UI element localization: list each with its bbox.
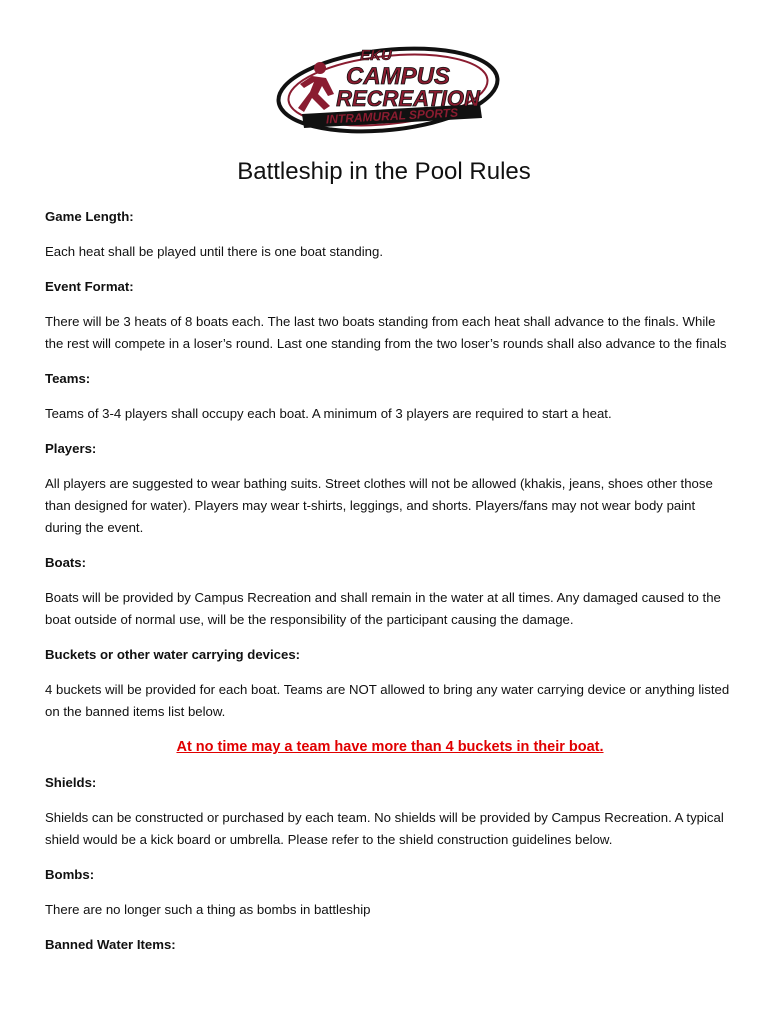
section-paragraph: Each heat shall be played until there is one boat standing. (45, 244, 383, 259)
bucket-limit-notice: At no time may a team have more than 4 buckets in their boat. (176, 739, 604, 755)
section-paragraph: There will be 3 heats of 8 boats each. The last two boats standing from each heat shall advance to the finals. While the rest will compete in a loser’s round. Last one standing from the two loser’s rounds shall also advance to the finals (45, 314, 727, 351)
section-paragraph: Shields can be constructed or purchased by each team. No shields will be provided by Campus Recreation. A typical shield would be a kick board or umbrella. Please refer to the shield construction guidelines below. (45, 810, 724, 847)
section-heading: Bombs: (45, 867, 95, 882)
logo-line1: CAMPUS (345, 63, 451, 90)
section-paragraph: 4 buckets will be provided for each boat. Teams are NOT allowed to bring any water carrying device or anything listed on the banned items list below. (45, 682, 730, 719)
logo-line2: RECREATION (336, 86, 480, 111)
campus-recreation-logo (268, 42, 502, 138)
logo-top-text: EKU (360, 47, 392, 64)
section-paragraph: Boats will be provided by Campus Recreation and shall remain in the water at all times. Any damaged caused to the boat outside of normal use, will be the responsibility of the participant causing the damage. (45, 590, 721, 627)
section-paragraph: All players are suggested to wear bathing suits. Street clothes will not be allowed (khakis, jeans, shoes other those than designed for water). Players may wear t-shirts, leggings, and shorts. Players/fans may not wear body paint during the event. (45, 476, 713, 535)
section-heading: Boats: (45, 555, 87, 570)
section-heading: Buckets or other water carrying devices: (45, 647, 301, 662)
section-heading: Teams: (45, 371, 91, 386)
section-paragraph: Teams of 3-4 players shall occupy each boat. A minimum of 3 players are required to start a heat. (45, 406, 612, 421)
section-heading: Players: (45, 441, 97, 456)
page-title: Battleship in the Pool Rules (237, 158, 531, 185)
section-heading: Event Format: (45, 279, 134, 294)
section-heading: Game Length: (45, 209, 134, 224)
section-heading: Banned Water Items: (45, 937, 176, 952)
section-paragraph: There are no longer such a thing as bombs in battleship (45, 902, 371, 917)
section-heading: Shields: (45, 775, 97, 790)
rules-body (45, 206, 735, 969)
logo-band-text: INTRAMURAL SPORTS (325, 105, 459, 127)
